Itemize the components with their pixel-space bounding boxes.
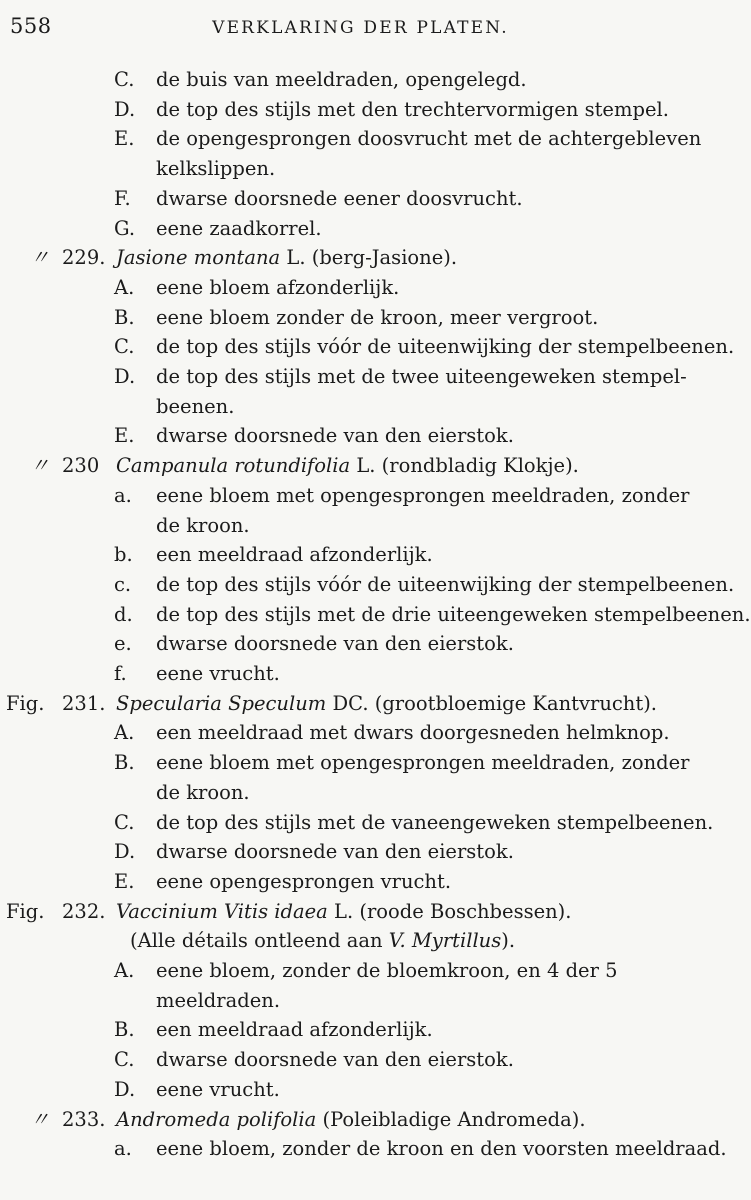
item-text: eene bloem, zonder de kroon en den voorsten meeldraad. [156,1137,727,1161]
item-label: C. [114,1048,135,1072]
item-label: e. [114,632,132,656]
item-text: de top des stijls met den trechtervormigen stempel. [156,97,669,121]
item-text: eene opengesprongen vrucht. [156,869,452,893]
figure-title [116,456,579,476]
item-label: d. [114,602,133,626]
item-text: de top des stijls met de drie uiteengeweken stempelbeenen. [156,602,751,626]
figure-title [116,691,658,715]
item-text: eene bloem afzonderlijk. [156,275,400,299]
item-label: A. [114,721,135,745]
figure-number: 231. [62,691,106,715]
item-label: E. [114,424,135,448]
item-label: D. [114,840,136,864]
item-text: eene vrucht. [156,1077,280,1101]
page-number: 558 [10,14,52,38]
figure-title [116,1107,586,1131]
item-label: C. [114,335,135,359]
figure-marker: Fig. [6,899,45,923]
figure-number: 230 [62,454,100,478]
continuation-text: de kroon. [156,513,250,537]
item-text: dwarse doorsnede van den eierstok. [156,632,514,656]
item-label: a. [114,483,132,507]
item-text: dwarse doorsnede van den eierstok. [156,1048,514,1072]
figure-marker: Fig. [6,691,45,715]
item-label: C. [114,810,135,834]
item-text: eene bloem zonder de kroon, meer vergroot. [156,305,599,329]
figure-marker: 〃 [30,246,50,270]
figure-marker: 〃 [30,1107,50,1131]
note-text [130,931,515,951]
figure-marker: 〃 [30,454,50,478]
item-text: de top des stijls met de vaneengeweken stempelbeenen. [156,810,714,834]
item-text: een meeldraad afzonderlijk. [156,543,433,567]
item-label: f. [114,662,127,685]
figure-number: 229. [62,246,106,270]
item-text: de opengesprongen doosvrucht met de achtergebleven [156,127,702,151]
figure-number: 232. [62,899,106,923]
item-text: een meeldraad afzonderlijk. [156,1018,433,1042]
item-label: b. [114,543,133,567]
note-species: V. Myrtillus [388,929,502,953]
item-text: eene bloem met opengesprongen meeldraden, zonder [156,483,690,507]
continuation-text: kelkslippen. [156,157,276,181]
item-label: a. [114,1137,132,1161]
species-rest: L. (roode Boschbessen). [327,899,572,923]
species-name: Specularia Speculum [116,691,327,715]
item-text: de top des stijls vóór de uiteenwijking der stempelbeenen. [156,572,735,596]
item-text: dwarse doorsnede eener doosvrucht. [156,186,523,210]
item-label: D. [114,365,136,388]
item-text: eene bloem met opengesprongen meeldraden, zonder [156,751,690,775]
item-text: de top des stijls met de twee uiteengeweken stempel- [156,365,687,388]
item-label: D. [114,97,136,121]
item-text: eene zaadkorrel. [156,216,322,240]
species-rest: (Poleibladige Andromeda). [316,1107,586,1131]
item-label: B. [114,751,135,775]
species-rest: DC. (grootbloemige Kantvrucht). [326,691,658,715]
item-text: dwarse doorsnede van den eierstok. [156,840,514,864]
note-prefix: (Alle détails ontleend aan [130,929,389,953]
item-text: een meeldraad met dwars doorgesneden helmknop. [156,721,670,745]
item-label: D. [114,1077,136,1101]
species-rest: L. (berg-Jasione). [280,246,458,270]
figure-title [116,248,457,268]
item-label: E. [114,127,135,151]
item-label: A. [114,275,135,299]
species-name: Campanula rotundifolia [116,454,351,478]
item-label: A. [114,959,135,982]
running-title: VERKLARING DER PLATEN. [212,18,509,38]
species-name: Andromeda polifolia [116,1107,317,1131]
species-name: Jasione montana [116,246,281,270]
continuation-text: beenen. [156,394,235,418]
item-label: E. [114,869,135,893]
continuation-text: meeldraden. [156,988,281,1012]
species-rest: L. (rondbladig Klokje). [350,454,579,478]
item-text: dwarse doorsnede van den eierstok. [156,424,514,448]
item-label: c. [114,572,132,596]
item-label: C. [114,68,135,91]
item-label: B. [114,1018,135,1042]
item-label: G. [114,216,136,240]
species-name: Vaccinium Vitis idaea [116,899,328,923]
figure-title [116,899,572,923]
figure-number: 233. [62,1107,106,1131]
continuation-text: de kroon. [156,780,250,804]
item-text: eene vrucht. [156,662,280,685]
item-text: de top des stijls vóór de uiteenwijking der stempelbeenen. [156,335,735,359]
note-suffix: ). [501,929,516,953]
item-text: de buis van meeldraden, opengelegd. [156,68,527,91]
item-label: F. [114,186,131,210]
item-text: eene bloem, zonder de bloemkroon, en 4 der 5 [156,959,618,982]
item-label: B. [114,305,135,329]
